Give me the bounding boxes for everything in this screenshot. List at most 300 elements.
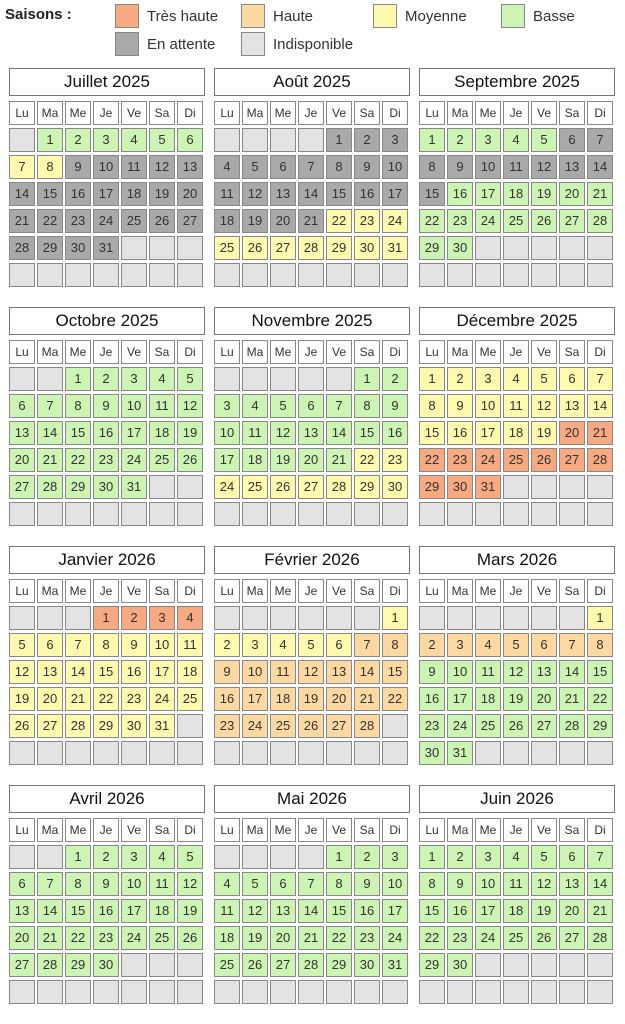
- day-cell[interactable]: 16: [382, 421, 408, 445]
- day-cell[interactable]: 3: [447, 633, 473, 657]
- day-cell[interactable]: 6: [9, 872, 35, 896]
- day-cell[interactable]: 26: [242, 953, 268, 977]
- day-cell[interactable]: 8: [65, 394, 91, 418]
- day-cell[interactable]: 30: [447, 953, 473, 977]
- day-cell[interactable]: 31: [475, 475, 501, 499]
- day-cell[interactable]: 28: [298, 236, 324, 260]
- day-cell[interactable]: 24: [121, 448, 147, 472]
- day-cell[interactable]: 21: [37, 448, 63, 472]
- day-cell[interactable]: 13: [326, 660, 352, 684]
- day-cell[interactable]: 26: [503, 714, 529, 738]
- day-cell[interactable]: 8: [419, 872, 445, 896]
- day-cell[interactable]: 4: [475, 633, 501, 657]
- day-cell[interactable]: 19: [9, 687, 35, 711]
- day-cell[interactable]: 20: [559, 182, 585, 206]
- day-cell[interactable]: 16: [214, 687, 240, 711]
- day-cell[interactable]: 6: [9, 394, 35, 418]
- day-cell[interactable]: 29: [419, 475, 445, 499]
- day-cell[interactable]: 23: [447, 926, 473, 950]
- day-cell[interactable]: 18: [149, 899, 175, 923]
- day-cell[interactable]: 25: [214, 236, 240, 260]
- day-cell[interactable]: 25: [270, 714, 296, 738]
- day-cell[interactable]: 26: [177, 926, 203, 950]
- day-cell[interactable]: 26: [242, 236, 268, 260]
- day-cell[interactable]: 3: [214, 394, 240, 418]
- day-cell[interactable]: 18: [242, 448, 268, 472]
- day-cell[interactable]: 9: [121, 633, 147, 657]
- day-cell[interactable]: 24: [93, 209, 119, 233]
- day-cell[interactable]: 13: [9, 421, 35, 445]
- day-cell[interactable]: 30: [121, 714, 147, 738]
- day-cell[interactable]: 6: [37, 633, 63, 657]
- day-cell[interactable]: 31: [149, 714, 175, 738]
- day-cell[interactable]: 3: [382, 845, 408, 869]
- day-cell[interactable]: 25: [149, 448, 175, 472]
- day-cell[interactable]: 25: [121, 209, 147, 233]
- day-cell[interactable]: 27: [559, 926, 585, 950]
- day-cell[interactable]: 29: [354, 475, 380, 499]
- day-cell[interactable]: 9: [354, 872, 380, 896]
- day-cell[interactable]: 11: [503, 155, 529, 179]
- day-cell[interactable]: 13: [531, 660, 557, 684]
- day-cell[interactable]: 1: [419, 128, 445, 152]
- day-cell[interactable]: 22: [419, 209, 445, 233]
- day-cell[interactable]: 30: [93, 475, 119, 499]
- day-cell[interactable]: 18: [270, 687, 296, 711]
- day-cell[interactable]: 17: [475, 421, 501, 445]
- day-cell[interactable]: 9: [447, 394, 473, 418]
- day-cell[interactable]: 26: [298, 714, 324, 738]
- day-cell[interactable]: 26: [531, 448, 557, 472]
- day-cell[interactable]: 20: [9, 448, 35, 472]
- day-cell[interactable]: 15: [326, 182, 352, 206]
- day-cell[interactable]: 18: [503, 421, 529, 445]
- day-cell[interactable]: 6: [531, 633, 557, 657]
- day-cell[interactable]: 8: [326, 872, 352, 896]
- day-cell[interactable]: 26: [9, 714, 35, 738]
- day-cell[interactable]: 28: [354, 714, 380, 738]
- day-cell[interactable]: 2: [214, 633, 240, 657]
- day-cell[interactable]: 21: [587, 899, 613, 923]
- day-cell[interactable]: 27: [531, 714, 557, 738]
- day-cell[interactable]: 7: [37, 872, 63, 896]
- day-cell[interactable]: 20: [270, 209, 296, 233]
- day-cell[interactable]: 24: [242, 714, 268, 738]
- day-cell[interactable]: 15: [419, 899, 445, 923]
- day-cell[interactable]: 23: [93, 926, 119, 950]
- day-cell[interactable]: 26: [531, 209, 557, 233]
- day-cell[interactable]: 13: [177, 155, 203, 179]
- day-cell[interactable]: 28: [559, 714, 585, 738]
- day-cell[interactable]: 23: [354, 926, 380, 950]
- day-cell[interactable]: 21: [9, 209, 35, 233]
- day-cell[interactable]: 24: [447, 714, 473, 738]
- day-cell[interactable]: 4: [503, 845, 529, 869]
- day-cell[interactable]: 3: [242, 633, 268, 657]
- day-cell[interactable]: 18: [121, 182, 147, 206]
- day-cell[interactable]: 2: [447, 128, 473, 152]
- day-cell[interactable]: 7: [9, 155, 35, 179]
- day-cell[interactable]: 21: [587, 182, 613, 206]
- day-cell[interactable]: 2: [121, 606, 147, 630]
- day-cell[interactable]: 24: [475, 448, 501, 472]
- day-cell[interactable]: 3: [382, 128, 408, 152]
- day-cell[interactable]: 12: [270, 421, 296, 445]
- day-cell[interactable]: 27: [9, 953, 35, 977]
- day-cell[interactable]: 19: [531, 421, 557, 445]
- day-cell[interactable]: 12: [298, 660, 324, 684]
- day-cell[interactable]: 7: [587, 128, 613, 152]
- day-cell[interactable]: 1: [326, 845, 352, 869]
- day-cell[interactable]: 2: [354, 845, 380, 869]
- day-cell[interactable]: 5: [242, 155, 268, 179]
- day-cell[interactable]: 29: [65, 953, 91, 977]
- day-cell[interactable]: 6: [559, 367, 585, 391]
- day-cell[interactable]: 19: [177, 421, 203, 445]
- day-cell[interactable]: 23: [214, 714, 240, 738]
- day-cell[interactable]: 18: [214, 209, 240, 233]
- day-cell[interactable]: 15: [65, 421, 91, 445]
- day-cell[interactable]: 25: [214, 953, 240, 977]
- day-cell[interactable]: 2: [93, 367, 119, 391]
- day-cell[interactable]: 9: [93, 394, 119, 418]
- day-cell[interactable]: 18: [149, 421, 175, 445]
- day-cell[interactable]: 4: [270, 633, 296, 657]
- day-cell[interactable]: 17: [93, 182, 119, 206]
- day-cell[interactable]: 22: [419, 926, 445, 950]
- day-cell[interactable]: 16: [65, 182, 91, 206]
- day-cell[interactable]: 20: [177, 182, 203, 206]
- day-cell[interactable]: 14: [587, 155, 613, 179]
- day-cell[interactable]: 1: [37, 128, 63, 152]
- day-cell[interactable]: 1: [65, 367, 91, 391]
- day-cell[interactable]: 28: [587, 448, 613, 472]
- day-cell[interactable]: 6: [326, 633, 352, 657]
- day-cell[interactable]: 14: [65, 660, 91, 684]
- day-cell[interactable]: 5: [531, 367, 557, 391]
- day-cell[interactable]: 30: [65, 236, 91, 260]
- day-cell[interactable]: 14: [587, 872, 613, 896]
- day-cell[interactable]: 7: [65, 633, 91, 657]
- day-cell[interactable]: 9: [214, 660, 240, 684]
- day-cell[interactable]: 22: [326, 926, 352, 950]
- day-cell[interactable]: 2: [447, 845, 473, 869]
- day-cell[interactable]: 28: [587, 209, 613, 233]
- day-cell[interactable]: 10: [214, 421, 240, 445]
- day-cell[interactable]: 23: [382, 448, 408, 472]
- day-cell[interactable]: 27: [559, 448, 585, 472]
- day-cell[interactable]: 8: [354, 394, 380, 418]
- day-cell[interactable]: 14: [587, 394, 613, 418]
- day-cell[interactable]: 5: [270, 394, 296, 418]
- day-cell[interactable]: 23: [419, 714, 445, 738]
- day-cell[interactable]: 27: [177, 209, 203, 233]
- day-cell[interactable]: 22: [93, 687, 119, 711]
- day-cell[interactable]: 19: [177, 899, 203, 923]
- day-cell[interactable]: 2: [419, 633, 445, 657]
- day-cell[interactable]: 21: [559, 687, 585, 711]
- day-cell[interactable]: 22: [326, 209, 352, 233]
- day-cell[interactable]: 3: [475, 367, 501, 391]
- day-cell[interactable]: 5: [149, 128, 175, 152]
- day-cell[interactable]: 8: [326, 155, 352, 179]
- day-cell[interactable]: 11: [242, 421, 268, 445]
- day-cell[interactable]: 22: [382, 687, 408, 711]
- day-cell[interactable]: 12: [531, 155, 557, 179]
- day-cell[interactable]: 19: [298, 687, 324, 711]
- day-cell[interactable]: 4: [242, 394, 268, 418]
- day-cell[interactable]: 8: [419, 155, 445, 179]
- day-cell[interactable]: 9: [382, 394, 408, 418]
- day-cell[interactable]: 7: [298, 872, 324, 896]
- day-cell[interactable]: 6: [559, 845, 585, 869]
- day-cell[interactable]: 1: [419, 845, 445, 869]
- day-cell[interactable]: 10: [121, 394, 147, 418]
- day-cell[interactable]: 22: [419, 448, 445, 472]
- day-cell[interactable]: 13: [559, 155, 585, 179]
- day-cell[interactable]: 29: [326, 953, 352, 977]
- day-cell[interactable]: 3: [121, 845, 147, 869]
- day-cell[interactable]: 27: [270, 953, 296, 977]
- day-cell[interactable]: 23: [93, 448, 119, 472]
- day-cell[interactable]: 29: [419, 953, 445, 977]
- day-cell[interactable]: 8: [37, 155, 63, 179]
- day-cell[interactable]: 5: [503, 633, 529, 657]
- day-cell[interactable]: 19: [531, 182, 557, 206]
- day-cell[interactable]: 14: [298, 182, 324, 206]
- day-cell[interactable]: 30: [447, 475, 473, 499]
- day-cell[interactable]: 5: [531, 128, 557, 152]
- day-cell[interactable]: 28: [65, 714, 91, 738]
- day-cell[interactable]: 3: [93, 128, 119, 152]
- day-cell[interactable]: 15: [65, 899, 91, 923]
- day-cell[interactable]: 2: [354, 128, 380, 152]
- day-cell[interactable]: 2: [382, 367, 408, 391]
- day-cell[interactable]: 25: [475, 714, 501, 738]
- day-cell[interactable]: 27: [270, 236, 296, 260]
- day-cell[interactable]: 15: [382, 660, 408, 684]
- day-cell[interactable]: 13: [9, 899, 35, 923]
- day-cell[interactable]: 12: [531, 872, 557, 896]
- day-cell[interactable]: 13: [270, 182, 296, 206]
- day-cell[interactable]: 11: [121, 155, 147, 179]
- day-cell[interactable]: 7: [354, 633, 380, 657]
- day-cell[interactable]: 16: [354, 182, 380, 206]
- day-cell[interactable]: 15: [587, 660, 613, 684]
- day-cell[interactable]: 10: [93, 155, 119, 179]
- day-cell[interactable]: 12: [242, 182, 268, 206]
- day-cell[interactable]: 20: [37, 687, 63, 711]
- day-cell[interactable]: 4: [503, 367, 529, 391]
- day-cell[interactable]: 20: [270, 926, 296, 950]
- day-cell[interactable]: 7: [37, 394, 63, 418]
- day-cell[interactable]: 22: [65, 448, 91, 472]
- day-cell[interactable]: 24: [475, 926, 501, 950]
- day-cell[interactable]: 5: [177, 845, 203, 869]
- day-cell[interactable]: 5: [531, 845, 557, 869]
- day-cell[interactable]: 2: [65, 128, 91, 152]
- day-cell[interactable]: 6: [177, 128, 203, 152]
- day-cell[interactable]: 19: [242, 926, 268, 950]
- day-cell[interactable]: 2: [93, 845, 119, 869]
- day-cell[interactable]: 19: [149, 182, 175, 206]
- day-cell[interactable]: 28: [37, 475, 63, 499]
- day-cell[interactable]: 16: [93, 899, 119, 923]
- day-cell[interactable]: 11: [270, 660, 296, 684]
- day-cell[interactable]: 17: [121, 899, 147, 923]
- day-cell[interactable]: 7: [298, 155, 324, 179]
- day-cell[interactable]: 23: [447, 209, 473, 233]
- day-cell[interactable]: 17: [475, 182, 501, 206]
- day-cell[interactable]: 24: [382, 926, 408, 950]
- day-cell[interactable]: 26: [177, 448, 203, 472]
- day-cell[interactable]: 17: [242, 687, 268, 711]
- day-cell[interactable]: 29: [37, 236, 63, 260]
- day-cell[interactable]: 16: [447, 421, 473, 445]
- day-cell[interactable]: 24: [121, 926, 147, 950]
- day-cell[interactable]: 18: [177, 660, 203, 684]
- day-cell[interactable]: 19: [503, 687, 529, 711]
- day-cell[interactable]: 16: [93, 421, 119, 445]
- day-cell[interactable]: 12: [503, 660, 529, 684]
- day-cell[interactable]: 31: [121, 475, 147, 499]
- day-cell[interactable]: 24: [382, 209, 408, 233]
- day-cell[interactable]: 16: [354, 899, 380, 923]
- day-cell[interactable]: 9: [447, 155, 473, 179]
- day-cell[interactable]: 15: [419, 182, 445, 206]
- day-cell[interactable]: 21: [354, 687, 380, 711]
- day-cell[interactable]: 28: [9, 236, 35, 260]
- day-cell[interactable]: 13: [559, 394, 585, 418]
- day-cell[interactable]: 22: [354, 448, 380, 472]
- day-cell[interactable]: 22: [37, 209, 63, 233]
- day-cell[interactable]: 15: [326, 899, 352, 923]
- day-cell[interactable]: 1: [587, 606, 613, 630]
- day-cell[interactable]: 3: [149, 606, 175, 630]
- day-cell[interactable]: 26: [270, 475, 296, 499]
- day-cell[interactable]: 16: [447, 899, 473, 923]
- day-cell[interactable]: 17: [214, 448, 240, 472]
- day-cell[interactable]: 10: [121, 872, 147, 896]
- day-cell[interactable]: 18: [503, 182, 529, 206]
- day-cell[interactable]: 30: [419, 741, 445, 765]
- day-cell[interactable]: 13: [559, 872, 585, 896]
- day-cell[interactable]: 30: [354, 953, 380, 977]
- day-cell[interactable]: 24: [149, 687, 175, 711]
- day-cell[interactable]: 15: [419, 421, 445, 445]
- day-cell[interactable]: 18: [214, 926, 240, 950]
- day-cell[interactable]: 18: [475, 687, 501, 711]
- day-cell[interactable]: 15: [93, 660, 119, 684]
- day-cell[interactable]: 9: [354, 155, 380, 179]
- day-cell[interactable]: 22: [587, 687, 613, 711]
- day-cell[interactable]: 31: [93, 236, 119, 260]
- day-cell[interactable]: 29: [326, 236, 352, 260]
- day-cell[interactable]: 25: [503, 926, 529, 950]
- day-cell[interactable]: 4: [214, 872, 240, 896]
- day-cell[interactable]: 29: [419, 236, 445, 260]
- day-cell[interactable]: 6: [270, 155, 296, 179]
- day-cell[interactable]: 28: [298, 953, 324, 977]
- day-cell[interactable]: 10: [475, 155, 501, 179]
- day-cell[interactable]: 17: [149, 660, 175, 684]
- day-cell[interactable]: 7: [587, 845, 613, 869]
- day-cell[interactable]: 14: [326, 421, 352, 445]
- day-cell[interactable]: 16: [121, 660, 147, 684]
- day-cell[interactable]: 7: [326, 394, 352, 418]
- day-cell[interactable]: 19: [270, 448, 296, 472]
- day-cell[interactable]: 22: [65, 926, 91, 950]
- day-cell[interactable]: 1: [326, 128, 352, 152]
- day-cell[interactable]: 21: [298, 209, 324, 233]
- day-cell[interactable]: 25: [149, 926, 175, 950]
- day-cell[interactable]: 31: [447, 741, 473, 765]
- day-cell[interactable]: 28: [587, 926, 613, 950]
- day-cell[interactable]: 10: [382, 872, 408, 896]
- day-cell[interactable]: 8: [587, 633, 613, 657]
- day-cell[interactable]: 14: [298, 899, 324, 923]
- day-cell[interactable]: 3: [121, 367, 147, 391]
- day-cell[interactable]: 29: [587, 714, 613, 738]
- day-cell[interactable]: 20: [298, 448, 324, 472]
- day-cell[interactable]: 17: [121, 421, 147, 445]
- day-cell[interactable]: 18: [503, 899, 529, 923]
- day-cell[interactable]: 29: [93, 714, 119, 738]
- day-cell[interactable]: 3: [475, 845, 501, 869]
- day-cell[interactable]: 9: [447, 872, 473, 896]
- day-cell[interactable]: 1: [382, 606, 408, 630]
- day-cell[interactable]: 31: [382, 236, 408, 260]
- day-cell[interactable]: 27: [559, 209, 585, 233]
- day-cell[interactable]: 19: [242, 209, 268, 233]
- day-cell[interactable]: 11: [177, 633, 203, 657]
- day-cell[interactable]: 21: [587, 421, 613, 445]
- day-cell[interactable]: 3: [475, 128, 501, 152]
- day-cell[interactable]: 11: [149, 872, 175, 896]
- day-cell[interactable]: 14: [37, 899, 63, 923]
- day-cell[interactable]: 4: [214, 155, 240, 179]
- day-cell[interactable]: 12: [177, 394, 203, 418]
- day-cell[interactable]: 5: [9, 633, 35, 657]
- day-cell[interactable]: 7: [587, 367, 613, 391]
- day-cell[interactable]: 13: [270, 899, 296, 923]
- day-cell[interactable]: 26: [531, 926, 557, 950]
- day-cell[interactable]: 6: [559, 128, 585, 152]
- day-cell[interactable]: 15: [354, 421, 380, 445]
- day-cell[interactable]: 12: [177, 872, 203, 896]
- day-cell[interactable]: 4: [149, 845, 175, 869]
- day-cell[interactable]: 8: [382, 633, 408, 657]
- day-cell[interactable]: 4: [177, 606, 203, 630]
- day-cell[interactable]: 9: [93, 872, 119, 896]
- day-cell[interactable]: 21: [298, 926, 324, 950]
- day-cell[interactable]: 5: [242, 872, 268, 896]
- day-cell[interactable]: 23: [65, 209, 91, 233]
- day-cell[interactable]: 23: [447, 448, 473, 472]
- day-cell[interactable]: 27: [37, 714, 63, 738]
- day-cell[interactable]: 30: [93, 953, 119, 977]
- day-cell[interactable]: 11: [475, 660, 501, 684]
- day-cell[interactable]: 11: [503, 872, 529, 896]
- day-cell[interactable]: 14: [37, 421, 63, 445]
- day-cell[interactable]: 30: [354, 236, 380, 260]
- day-cell[interactable]: 16: [447, 182, 473, 206]
- day-cell[interactable]: 6: [270, 872, 296, 896]
- day-cell[interactable]: 4: [503, 128, 529, 152]
- day-cell[interactable]: 21: [326, 448, 352, 472]
- day-cell[interactable]: 17: [382, 182, 408, 206]
- day-cell[interactable]: 16: [419, 687, 445, 711]
